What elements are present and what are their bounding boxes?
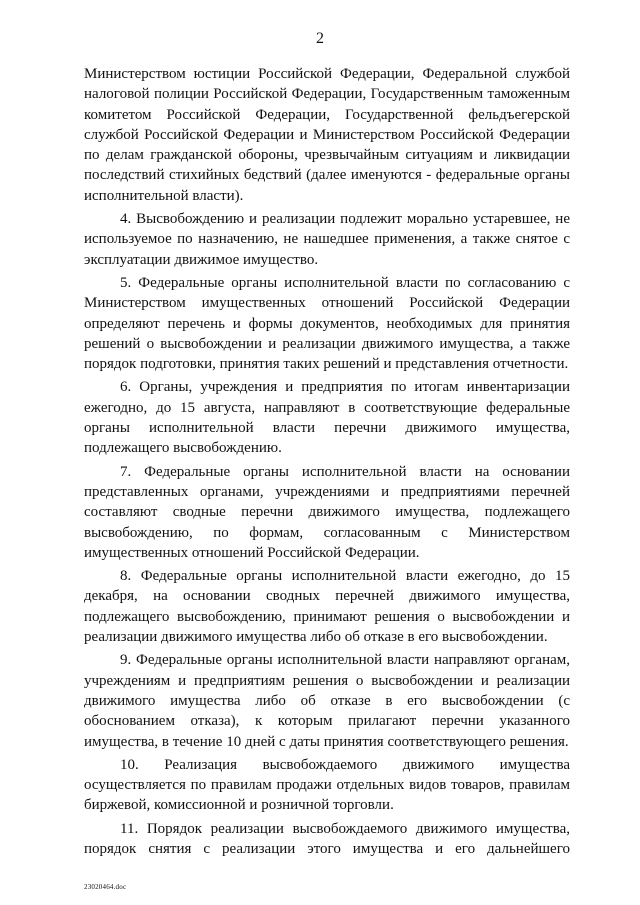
paragraph-4: 4. Высвобождению и реализации подлежит морально устаревшее, не используемое по назначению, не нашедшее применения, а также снятое с эксплуатации движимое имущество. [84,211,570,268]
paragraph-11: 11. Порядок реализации высвобождаемого движимого имущества, порядок снятия с реализации этого имущества и его дальнейшего [84,820,570,857]
paragraph-5: 5. Федеральные органы исполнительной власти по согласованию с Министерством имущественных отношений Российской Федерации определяют перечень и формы документов, необходимых для принятия решений о высвобождении и реализации движимого имущества, а также порядок подготовки, принятия таких решений и представления отчетности. [84,274,570,373]
footer-filename: 23020464.doc [84,883,127,891]
paragraph-10: 10. Реализация высвобождаемого движимого имущества осуществляется по правилам продажи отдельных видов товаров, правилам биржевой, комиссионной и розничной торговли. [84,756,570,814]
document-body [84,64,570,862]
paragraph-7: 7. Федеральные органы исполнительной власти на основании представленных органами, учреждениями и предприятиями перечней составляют сводные перечни движимого имущества, подлежащего высвобождению, по формам, согласованным с Министерством имущественных отношений Российской Федерации. [84,463,570,561]
paragraph-9: 9. Федеральные органы исполнительной власти направляют органам, учреждениям и предприятиям решения о высвобождении и реализации движимого имущества либо об отказе в его высвобождении (с обоснованием отказа), к которым прилагают перечни указанного имущества, в течение 10 дней с даты принятия соответствующего решения. [84,652,570,750]
paragraph-8: 8. Федеральные органы исполнительной власти ежегодно, до 15 декабря, на основании сводных перечней движимого имущества, подлежащего высвобождению, принимают решения о высвобождении и реализации движимого имущества либо об отказе в его высвобождении. [84,568,570,646]
paragraph-6: 6. Органы, учреждения и предприятия по итогам инвентаризации ежегодно, до 15 августа, направляют в соответствующие федеральные органы исполнительной власти перечни движимого имущества, подлежащего высвобождению. [84,379,570,457]
paragraph-continuation: Министерством юстиции Российской Федерации, Федеральной службой налоговой полиции Российской Федерации, Государственным таможенным комитетом Российской Федерации, Государственной фельдъегерской службой Российской Федерации и Министерством Российской Федерации по делам гражданской обороны, чрезвычайным ситуациям и ликвидации последствий стихийных бедствий (далее именуются - федеральные органы исполнительной власти). [84,66,570,204]
page-number: 2 [316,30,324,47]
